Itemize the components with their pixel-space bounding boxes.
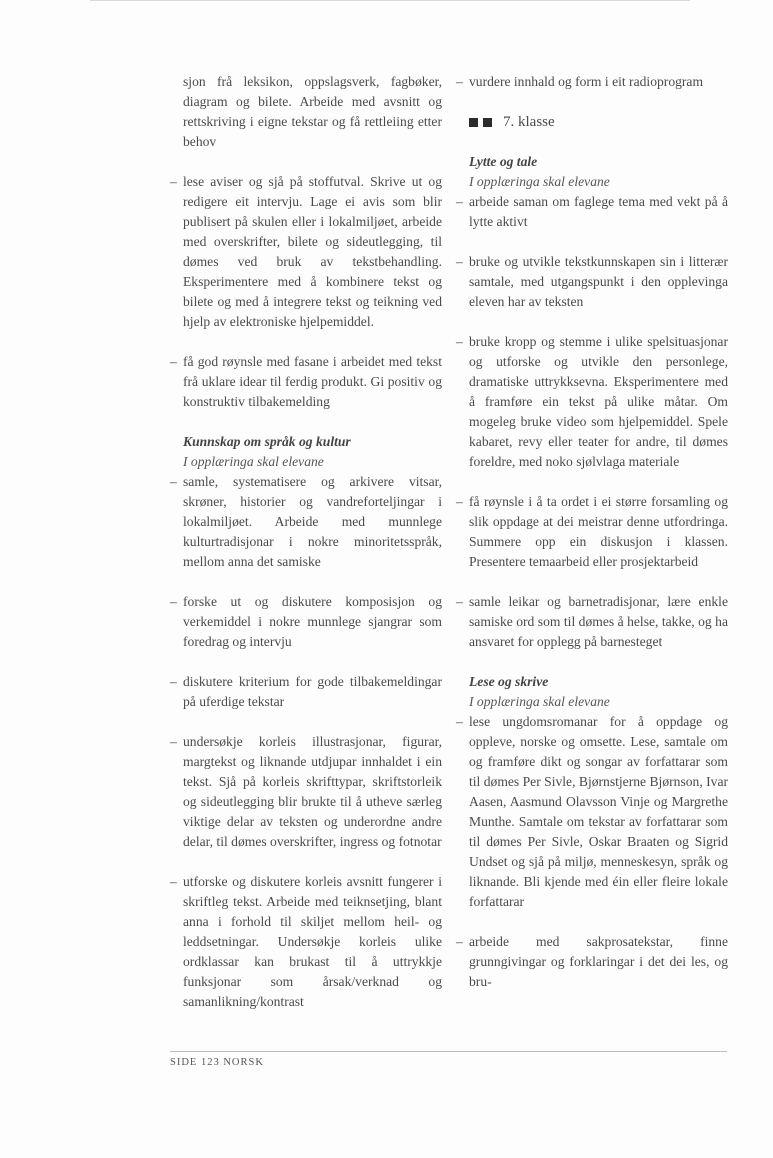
section-subheading: I opplæringa skal elevane [469,694,610,709]
list-item: – undersøkje korleis illustrasjonar, figurar, margtekst og liknande utdjupar innhaldet i ein tekst. Sjå på korleis skrifttypar, skriftstorleik og sideutlegging blir brukte til å utheve særleg viktige delar av teksten og underordne andre delar, til dømes overskrifter, ingress og fotnotar [170,732,442,852]
list-item: – få god røynsle med fasane i arbeidet med tekst frå uklare idear til ferdig produkt. Gi positiv og konstruktiv tilbakemelding [170,352,442,412]
grade-heading [456,112,728,132]
list-item: – lese aviser og sjå på stoffutval. Skrive ut og redigere eit intervju. Lage ei avis som blir publisert på skulen eller i lokalmiljøet, arbeide med overskrifter, bilete og sideutlegging, til dømes ved bruk av tekstbehandling. Eksperimentere med å kombinere tekst og bilete og med å integrere tekst og teikning ved hjelp av elektroniske hjelpemiddel. [170,172,442,332]
section-heading: Kunnskap om språk og kultur [183,434,351,449]
square-bullet-icon [469,118,478,127]
section-header [170,432,442,472]
section-header [456,672,728,712]
list-item: – lese ungdomsromanar for å oppdage og oppleve, norske og omsette. Lese, samtale om og framføre dikt og songar av forfattarar som til dømes Per Sivle, Bjørnstjerne Bjørnson, Ivar Aasen, Aasmund Olavsson Vinje og Margrethe Munthe. Samtale om tekstar av forfattarar som til dømes Per Sivle, Oskar Braaten og Sigrid Undset og sjå på miljø, menneskesyn, språk og liknande. Bli kjende med éin eller fleire lokale forfattarar [456,712,728,912]
section-header [456,152,728,192]
right-column [456,72,728,1012]
left-column [170,72,442,1032]
list-item: – diskutere kriterium for gode tilbakemeldingar på uferdige tekstar [170,672,442,712]
list-item: – bruke og utvikle tekstkunnskapen sin i litterær samtale, med utgangspunkt i den opplevinga eleven har av teksten [456,252,728,312]
top-edge-line [90,0,690,1]
list-item: – vurdere innhald og form i eit radioprogram [456,72,728,92]
grade-label: 7. klasse [503,114,555,130]
list-item: – få røynsle i å ta ordet i ei større forsamling og slik oppdage at dei meistrar denne utfordringa. Summere opp ein diskusjon i klassen. Presentere temaarbeid eller prosjektarbeid [456,492,728,572]
list-item: – bruke kropp og stemme i ulike spelsituasjonar og utforske og utvikle den personlege, dramatiske uttrykksevna. Eksperimentere med å framføre ein tekst på ulike måtar. Om mogeleg bruke video som hjelpemiddel. Spele kabaret, revy eller teater for andre, til dømes foreldre, med noko sjølvlaga materiale [456,332,728,472]
page-footer: SIDE 123 NORSK [170,1057,264,1068]
square-bullet-icon [483,118,492,127]
section-subheading: I opplæringa skal elevane [183,454,324,469]
list-item: – utforske og diskutere korleis avsnitt fungerer i skriftleg tekst. Arbeide med teiknsetjing, blant anna i forhold til skiljet mellom heil- og leddsetningar. Undersøkje korleis ulike ordklassar kan brukast til å uttrykkje funksjonar som årsak/verknad og samanlikning/kontrast [170,872,442,1012]
list-item: – forske ut og diskutere komposisjon og verkemiddel i nokre munnlege sjangrar som foredrag og intervju [170,592,442,652]
list-item: – samle leikar og barnetradisjonar, lære enkle samiske ord som til dømes å helse, takke, og ha ansvaret for opplegg på barnesteget [456,592,728,652]
section-subheading: I opplæringa skal elevane [469,174,610,189]
list-item: – arbeide med sakprosatekstar, finne grunngivingar og forklaringar i det dei les, og bru- [456,932,728,992]
list-item: – samle, systematisere og arkivere vitsar, skrøner, historier og vandreforteljingar i lokalmiljøet. Arbeide med munnlege kulturtradisjonar i nokre minoritetsspråk, mellom anna det samiske [170,472,442,572]
section-heading: Lese og skrive [469,674,549,689]
list-item: – arbeide saman om faglege tema med vekt på å lytte aktivt [456,192,728,232]
intro-paragraph: sjon frå leksikon, oppslagsverk, fagbøker, diagram og bilete. Arbeide med avsnitt og rettskriving i eigne tekstar og få rettleiing etter behov [183,74,442,149]
footer-divider [170,1051,727,1052]
section-heading: Lytte og tale [469,154,538,169]
